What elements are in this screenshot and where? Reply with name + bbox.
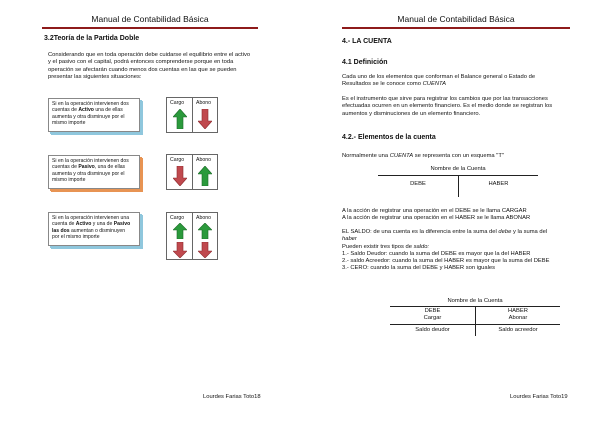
t-account-cargar: Cargar [423,315,442,321]
t-account-abonar: Abonar [508,315,528,321]
case-text: mismo importe [52,119,86,126]
instrument-line: efectuadas ocurren en un elemento financiero. Es el medio donde se registran los [342,103,553,110]
red-down-arrow-icon [198,242,212,258]
intro-paragraph [48,52,278,81]
t-account-haber: HABER [488,181,509,187]
red-down-arrow-icon [198,109,212,129]
case-text: aumenta y otra disminuye por el [52,170,125,177]
green-up-arrow-icon [198,223,212,239]
page-header-title: Manual de Contabilidad Básica [397,14,515,24]
definition-paragraph [342,74,582,89]
intro-line: operación se afectarán cuando menos dos cuentas en las que se pueden [48,66,237,73]
rule-line: A la acción de registrar una operación en el HABER se le llama ABONAR [342,215,531,222]
saldo-type: 2.- saldo Acreedor: cuando la suma del HABER es mayor que la suma del DEBE [342,258,550,265]
cargo-abono-grid-1 [166,97,218,133]
t-account-debe: DEBE [424,308,441,314]
definition-line: Cada uno de los elementos que conforman el Balance general o Estado de [342,74,536,80]
page-header-title: Manual de Contabilidad Básica [91,14,209,24]
subsection-definicion: 4.1 Definición [342,59,388,66]
instrument-paragraph [342,96,587,118]
saldo-paragraph [342,229,592,273]
subsection-elementos: 4.2.- Elementos de la cuenta [342,134,436,141]
page-footer: Lourdes Farias Toto18 [203,394,261,400]
header-divider [42,27,258,29]
instrument-line: Es el instrumento que sirve para registrar los cambios que por las transacciones [342,96,548,102]
page-footer: Lourdes Farias Toto19 [510,394,568,400]
t-account-debe: DEBE [410,181,426,187]
rule-line: A la acción de registrar una operación en el DEBE se le llama CARGAR [342,208,527,214]
cargo-abono-grid-2 [166,154,218,190]
cargo-label: Cargo [170,100,185,106]
case-text: Si en la operación intervienen dos [52,101,129,107]
case-text: cuenta de Activo y una de Pasivo [52,221,131,228]
cargo-abono-grid-3 [166,212,218,260]
case-text: por el mismo importe [52,233,100,240]
saldo-deudor-label: Saldo deudor [415,327,450,333]
cargo-label: Cargo [170,157,185,163]
t-account-title: Nombre de la Cuenta [430,166,486,172]
header-divider [342,27,570,29]
case-text: Si en la operación intervienen una [52,215,130,221]
case-text: cuentas de Activo una de ellas [52,107,123,114]
saldo-line: haber [342,236,357,243]
red-down-arrow-icon [173,242,187,258]
case-activo-box [48,98,140,132]
abono-label: Abono [196,215,212,221]
case-text: mismo importe [52,176,86,183]
t-account-title: Nombre de la Cuenta [447,298,503,304]
cargar-abonar-rules [342,208,592,223]
case-text: cuentas de Pasivo, una de ellas [52,164,126,171]
cargo-label: Cargo [170,215,185,221]
t-account-haber: HABER [508,308,528,314]
saldo-line: Pueden existir tres tipos de saldo: [342,243,430,250]
intro-line: Considerando que en toda operación debe cuidarse el equilibrio entre el activo [48,52,251,58]
case-text: Si en la operación intervienen dos [52,158,129,164]
case-pasivo-box [48,155,140,189]
t-account-saldo-diagram [390,298,560,338]
definition-line: Resultados se le conoce como CUENTA [342,81,446,88]
intro-line: y el pasivo con el capital, podrá entonces comprenderse porque en toda [48,59,234,66]
saldo-acreedor-label: Saldo acreedor [498,327,538,333]
t-scheme-intro: Normalmente una CUENTA se representa con un esquema "T" [342,153,504,159]
saldo-type: 3.- CERO: cuando la suma del DEBE y HABER son iguales [342,265,496,272]
intro-line: presentar las siguientes situaciones: [48,73,142,80]
saldo-type: 1.- Saldo Deudor: cuando la suma del DEBE es mayor que la del HABER [342,250,531,257]
saldo-line: EL SALDO: de una cuenta es la diferencia entre la suma del debe y la suma del [342,229,548,235]
red-down-arrow-icon [173,166,187,186]
abono-label: Abono [196,100,212,106]
case-text: aumenta y otra disminuye por el [52,113,125,120]
green-up-arrow-icon [173,223,187,239]
right-page [300,0,600,424]
section-title-partida-doble: 3.2Teoría de la Partida Doble [44,35,140,42]
green-up-arrow-icon [198,166,212,186]
case-text: las dos aumentan o disminuyen [52,227,126,234]
green-up-arrow-icon [173,109,187,129]
instrument-line: aumentos y disminuciones de un elemento financiero. [342,110,481,117]
case-activo-pasivo-box [48,212,140,246]
t-account-diagram [378,166,538,196]
section-title-la-cuenta: 4.- LA CUENTA [342,38,392,45]
abono-label: Abono [196,157,212,163]
